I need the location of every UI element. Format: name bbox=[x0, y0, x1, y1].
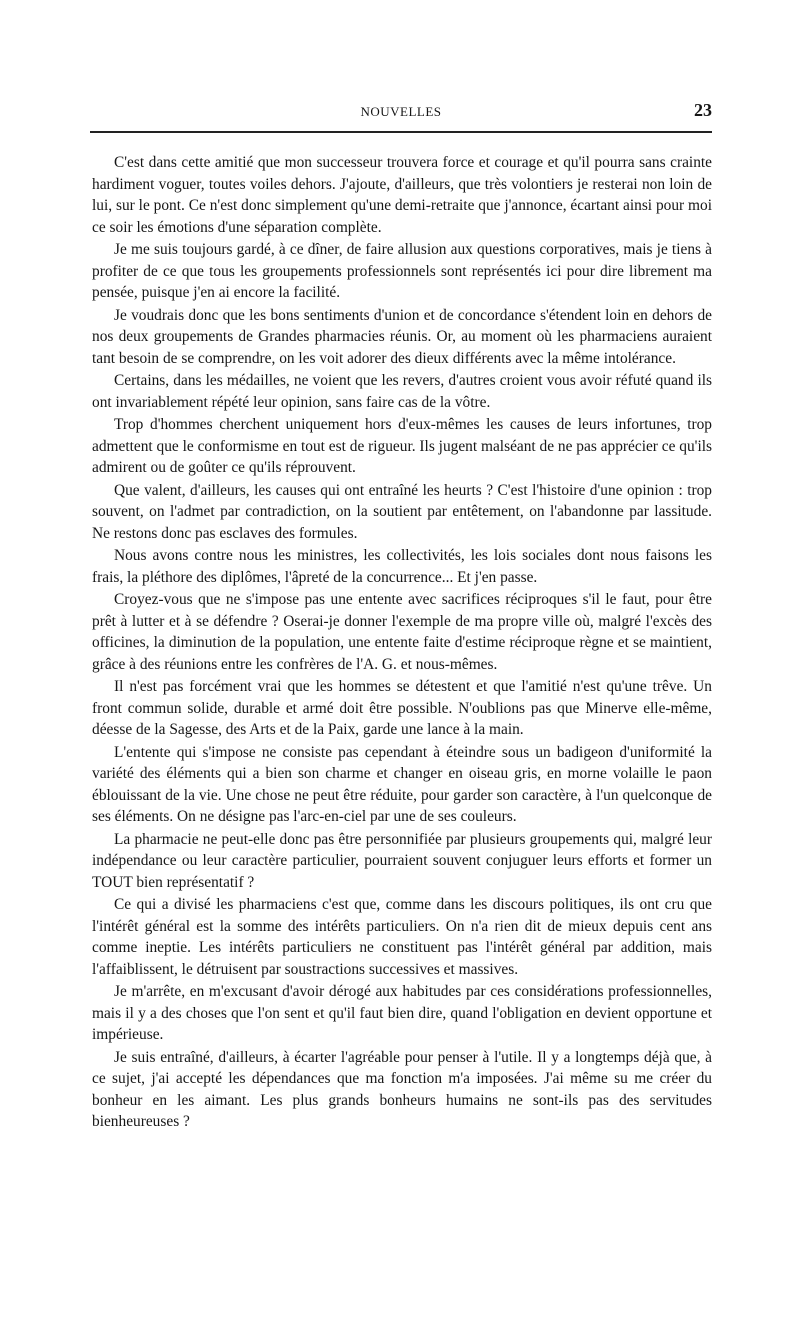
paragraph: Je m'arrête, en m'excusant d'avoir dérogé aux habitudes par ces considérations professionnelles, mais il y a des choses que l'on sent et qu'il faut bien dire, quand l'obligation en devient opportune et impérieuse. bbox=[92, 983, 712, 1043]
paragraph: Que valent, d'ailleurs, les causes qui ont entraîné les heurts ? C'est l'histoire d'une opinion : trop souvent, on l'admet par contradiction, on la soutient par entêtement, on l'abandonne par lassitude. Ne restons donc pas esclaves des formules. bbox=[92, 481, 712, 542]
paragraph: Trop d'hommes cherchent uniquement hors d'eux-mêmes les causes de leurs infortunes, trop admettent que le conformisme en tout est de rigueur. Ils jugent malséant de ne pas apprécier ce qu'ils admirent ou de goûter ce qu'ils réprouvent. bbox=[92, 416, 712, 476]
header-rule bbox=[90, 131, 712, 133]
page-header bbox=[90, 100, 712, 126]
running-title: NOUVELLES bbox=[360, 104, 442, 119]
paragraph: Ce qui a divisé les pharmaciens c'est que, comme dans les discours politiques, ils ont cru que l'intérêt général est la somme des intérêts particuliers. On n'a rien dit de mieux depuis cent ans comme ineptie. Les intérêts particuliers ne constituent pas l'intérêt général par addition, mais l'affaiblissent, le détruisent par soustractions successives et massives. bbox=[92, 896, 712, 978]
paragraph: C'est dans cette amitié que mon successeur trouvera force et courage et qu'il pourra sans crainte hardiment voguer, toutes voiles dehors. J'ajoute, d'ailleurs, que très volontiers je resterai non loin de lui, sur le pont. Ce n'est donc simplement qu'une demi-retraite que j'annonce, écartant ainsi pour moi ce soir les émotions d'une séparation complète. bbox=[92, 154, 712, 236]
page-number: 23 bbox=[694, 100, 712, 120]
paragraph: Certains, dans les médailles, ne voient que les revers, d'autres croient vous avoir réfuté quand ils ont invariablement répété leur opinion, sans faire cas de la vôtre. bbox=[92, 372, 712, 411]
paragraph: Croyez-vous que ne s'impose pas une entente avec sacrifices réciproques s'il le faut, pour être prêt à lutter et à se défendre ? Oserai-je donner l'exemple de ma propre ville où, malgré l'excès des officines, la diminution de la population, une entente faite d'estime réciproque règne et se maintient, grâce à des réunions entre les confrères de l'A. G. et nous-mêmes. bbox=[92, 591, 712, 673]
paragraph: La pharmacie ne peut-elle donc pas être personnifiée par plusieurs groupements qui, malgré leur indépendance ou leur caractère particulier, pourraient souvent conjuguer leurs efforts et former un TOUT bien représentatif ? bbox=[92, 830, 712, 891]
paragraph: Il n'est pas forcément vrai que les hommes se détestent et que l'amitié n'est qu'une trêve. Un front commun solide, durable et armé doit être possible. N'oublions pas que Minerve elle-même, déesse de la Sagesse, des Arts et de la Paix, garde une lance à la main. bbox=[92, 678, 712, 738]
paragraph: Je me suis toujours gardé, à ce dîner, de faire allusion aux questions corporatives, mais je tiens à profiter de ce que tous les groupements professionnels sont représentés ici pour dire librement ma pensée, puisque j'en ai encore la facilité. bbox=[92, 241, 712, 301]
paragraph: Je voudrais donc que les bons sentiments d'union et de concordance s'étendent loin en dehors de nos deux groupements de Grandes pharmacies réunis. Or, au moment où les pharmaciens auraient tant besoin de se comprendre, on les voit adorer des dieux différents avec la même intolérance. bbox=[92, 306, 712, 367]
body-text bbox=[92, 152, 712, 1134]
paragraph: L'entente qui s'impose ne consiste pas cependant à éteindre sous un badigeon d'uniformité la variété des éléments qui a bien son charme et changer en oiseau gris, en morne volaille le paon éblouissant de la vie. Une chose ne peut être réduite, pour garder son caractère, à l'un quelconque de ses éléments. On ne désigne pas l'arc-en-ciel par une de ses couleurs. bbox=[92, 743, 712, 825]
paragraph: Nous avons contre nous les ministres, les collectivités, les lois sociales dont nous faisons les frais, la pléthore des diplômes, l'âpreté de la concurrence... Et j'en passe. bbox=[92, 547, 712, 586]
paragraph: Je suis entraîné, d'ailleurs, à écarter l'agréable pour penser à l'utile. Il y a longtemps déjà que, à ce sujet, j'ai accepté les dépendances que ma fonction m'a imposées. J'ai même su me créer du bonheur en les aimant. Les plus grands bonheurs humains ne sont-ils pas des servitudes bienheureuses ? bbox=[92, 1048, 712, 1130]
